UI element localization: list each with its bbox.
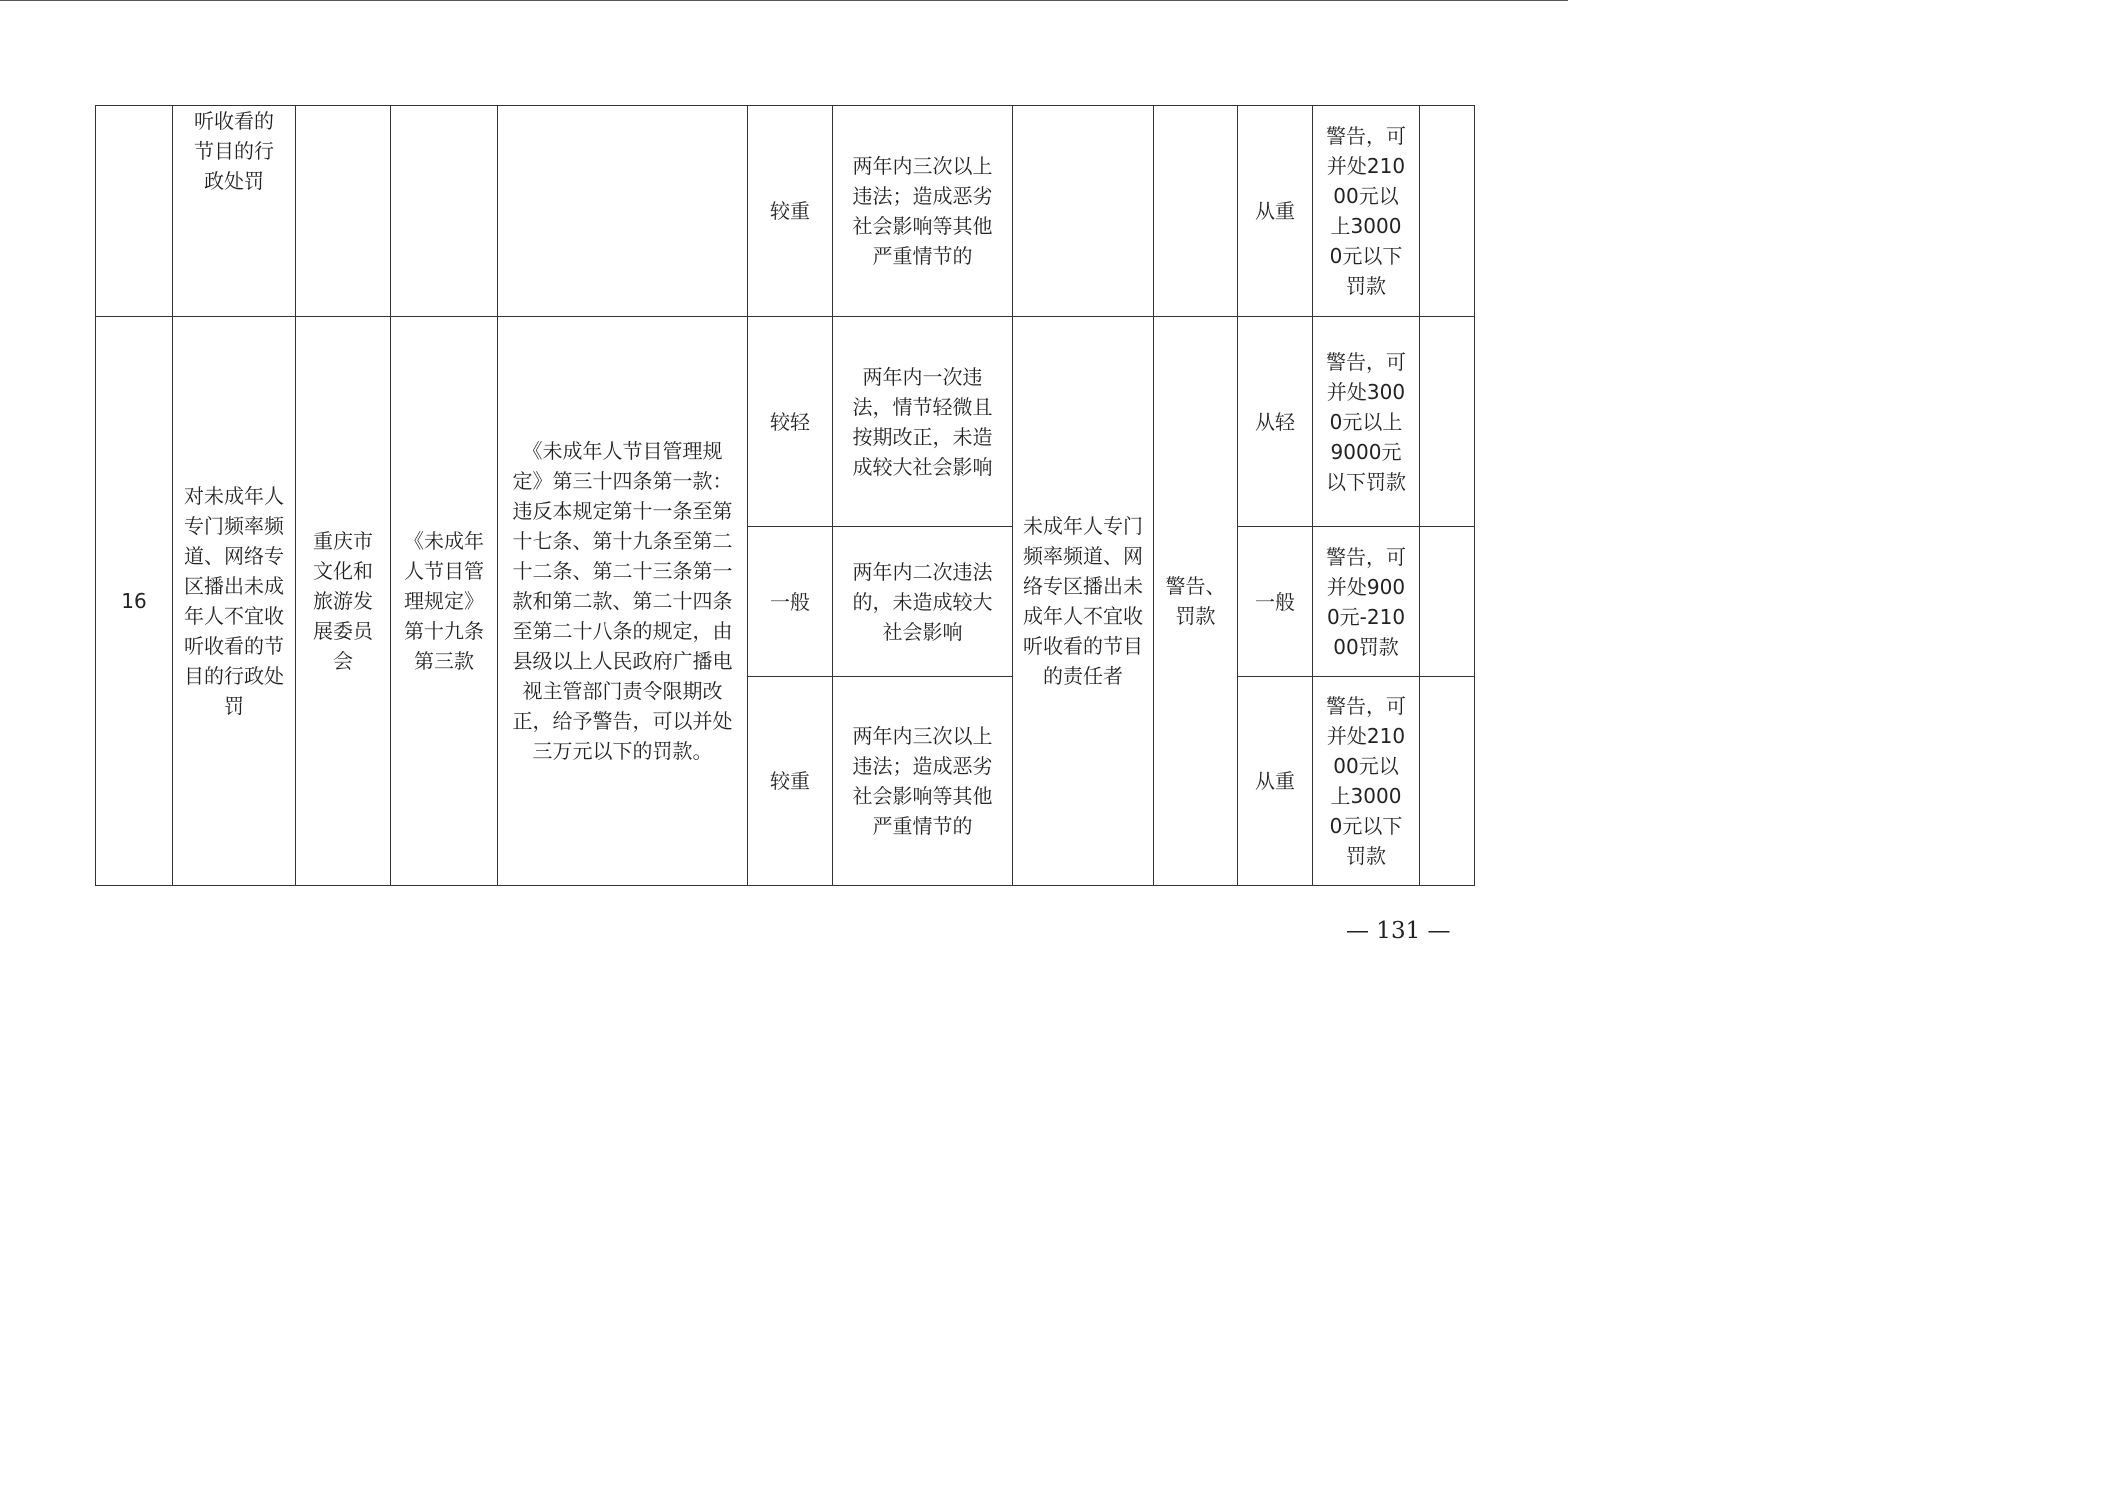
- cell-circumstance: 两年内二次违法的，未造成较大社会影响: [833, 527, 1013, 677]
- cell-remark-empty: [1420, 677, 1475, 886]
- cell-legal-basis-empty: [391, 106, 498, 317]
- penalty-discretion-table: [95, 105, 1475, 886]
- cell-circumstance: 两年内三次以上违法；造成恶劣社会影响等其他严重情节的: [833, 677, 1013, 886]
- cell-penalty-type-empty: [1154, 106, 1238, 317]
- cell-standard: 警告，可并处21000元以上30000元以下罚款: [1313, 677, 1420, 886]
- cell-discretion: 从重: [1238, 677, 1313, 886]
- cell-subject-empty: [1013, 106, 1154, 317]
- cell-severity: 较轻: [748, 317, 833, 527]
- cell-severity: 较重: [748, 677, 833, 886]
- cell-discretion: 从重: [1238, 106, 1313, 317]
- cell-number-empty: [96, 106, 173, 317]
- cell-remark-empty: [1420, 106, 1475, 317]
- cell-severity: 较重: [748, 106, 833, 317]
- cell-item-name-continued: 听收看的节目的行政处罚: [173, 106, 296, 317]
- cell-standard: 警告，可并处9000元-21000罚款: [1313, 527, 1420, 677]
- cell-circumstance: 两年内三次以上违法；造成恶劣社会影响等其他严重情节的: [833, 106, 1013, 317]
- cell-subject: 未成年人专门频率频道、网络专区播出未成年人不宜收听收看的节目的责任者: [1013, 317, 1154, 886]
- top-border-line: [0, 0, 1568, 1]
- cell-department: 重庆市文化和旅游发展委员会: [296, 317, 391, 886]
- cell-circumstance: 两年内一次违法，情节轻微且按期改正，未造成较大社会影响: [833, 317, 1013, 527]
- table-row-16-level-1: [96, 317, 1475, 527]
- cell-standard: 警告，可并处3000元以上9000元以下罚款: [1313, 317, 1420, 527]
- cell-discretion: 一般: [1238, 527, 1313, 677]
- cell-item-name: 对未成年人专门频率频道、网络专区播出未成年人不宜收听收看的节目的行政处罚: [173, 317, 296, 886]
- page-number: — 131 —: [1346, 918, 1451, 944]
- cell-department-empty: [296, 106, 391, 317]
- cell-remark-empty: [1420, 527, 1475, 677]
- cell-penalty-type: 警告、罚款: [1154, 317, 1238, 886]
- cell-number: 16: [96, 317, 173, 886]
- cell-severity: 一般: [748, 527, 833, 677]
- table-row-continued: [96, 106, 1475, 317]
- cell-penalty-basis: 《未成年人节目管理规定》第三十四条第一款：违反本规定第十一条至第十七条、第十九条至第二十二条、第二十三条第一款和第二款、第二十四条至第二十八条的规定，由县级以上人民政府广播电视主管部门责令限期改正，给予警告，可以并处三万元以下的罚款。: [498, 317, 748, 886]
- cell-legal-basis: 《未成年人节目管理规定》第十九条第三款: [391, 317, 498, 886]
- cell-discretion: 从轻: [1238, 317, 1313, 527]
- cell-penalty-basis-empty: [498, 106, 748, 317]
- cell-remark-empty: [1420, 317, 1475, 527]
- cell-standard: 警告，可并处21000元以上30000元以下罚款: [1313, 106, 1420, 317]
